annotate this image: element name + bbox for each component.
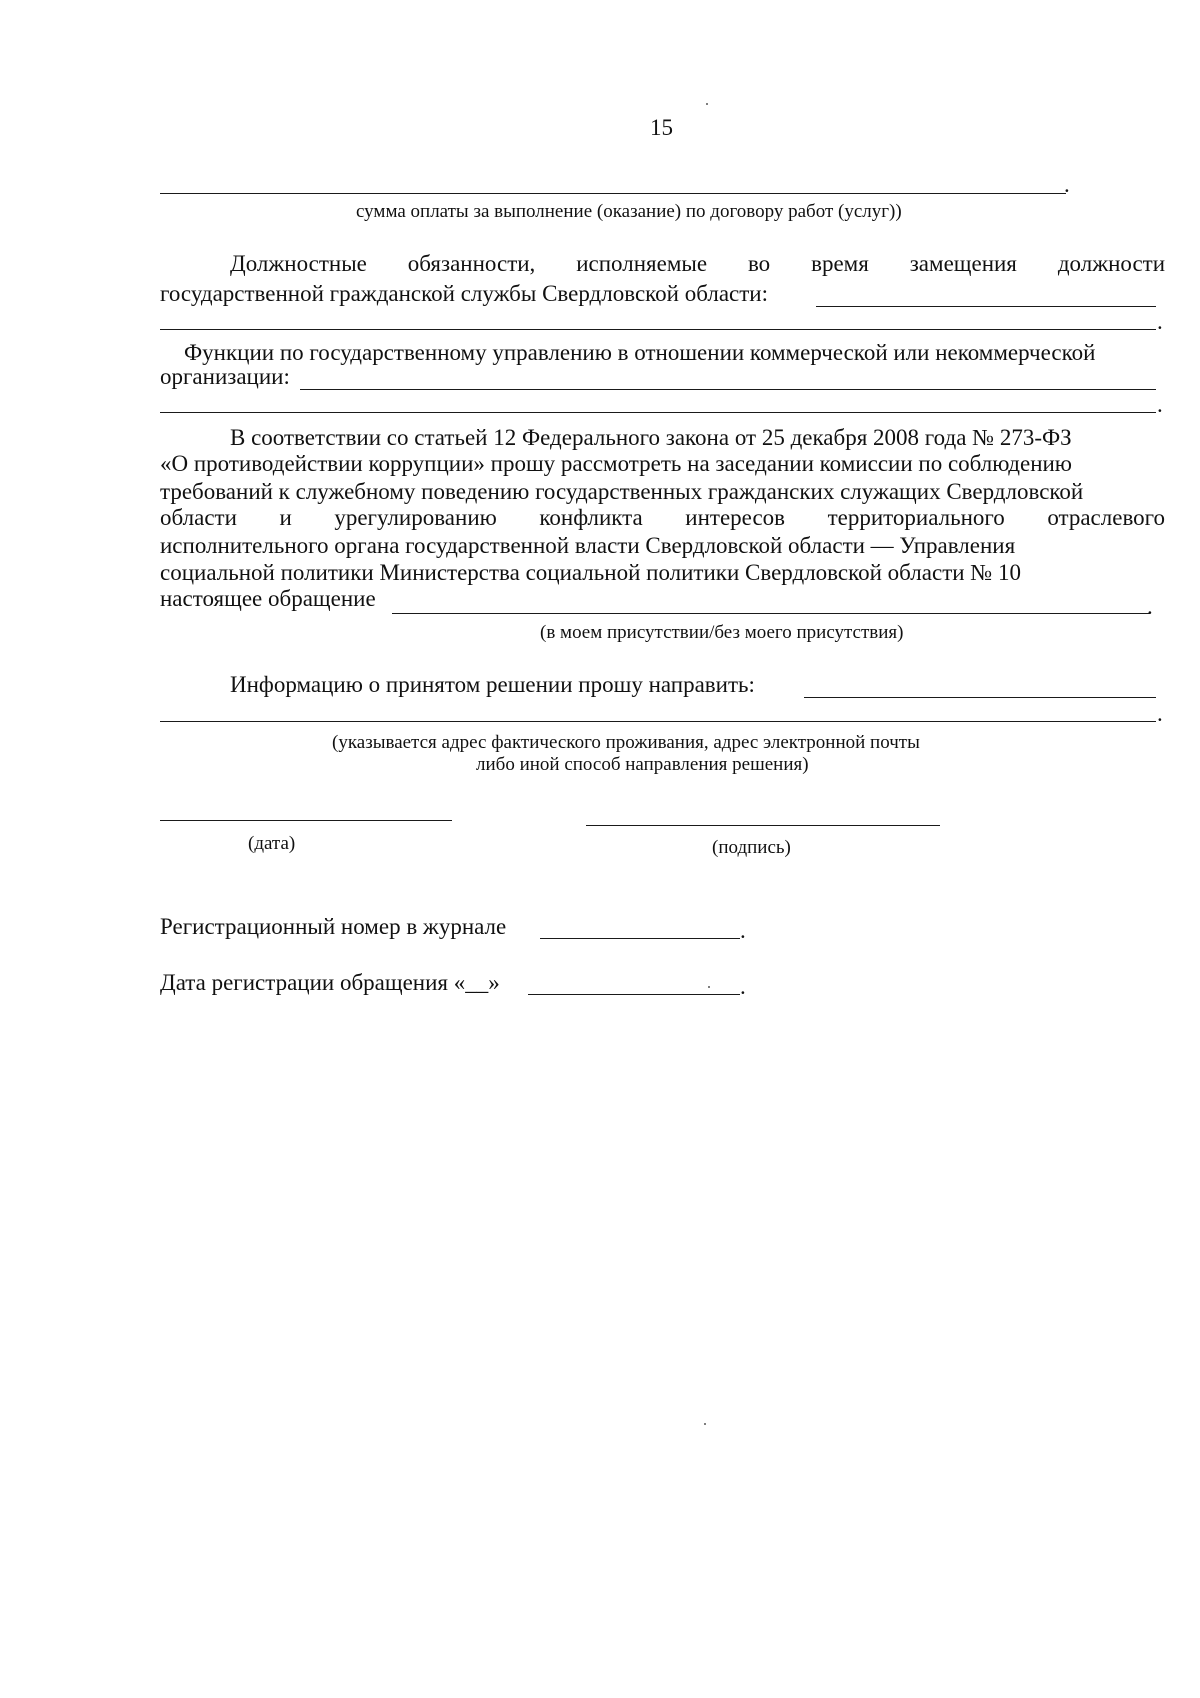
word: территориального (827, 505, 1005, 530)
registration-number-label: Регистрационный номер в журнале (160, 914, 507, 939)
end-period: . (1157, 309, 1163, 334)
registration-date-field[interactable] (528, 994, 740, 995)
functions-field-1[interactable] (300, 389, 1156, 390)
word: и (279, 505, 292, 530)
notification-line-1: Информацию о принятом решении прошу направить: (230, 672, 755, 697)
payment-amount-caption: сумма оплаты за выполнение (оказание) по договору работ (услуг)) (356, 201, 902, 222)
page-number: 15 (650, 115, 673, 140)
word: замещения (909, 251, 1017, 276)
date-caption: (дата) (248, 833, 296, 854)
scan-speck (708, 986, 710, 988)
notification-caption-1: (указывается адрес фактического проживания, адрес электронной почты (332, 732, 920, 753)
duties-field-1[interactable] (816, 306, 1156, 307)
word: урегулированию (334, 505, 497, 530)
end-period: . (1157, 392, 1163, 417)
notification-field-2[interactable] (160, 721, 1156, 722)
payment-amount-field[interactable] (160, 193, 1066, 194)
scan-speck (704, 1423, 706, 1425)
request-line-6: социальной политики Министерства социальной политики Свердловской области № 10 (160, 560, 1022, 585)
request-line-3: требований к служебному поведению государственных гражданских служащих Свердловской (160, 479, 1084, 504)
end-period: . (740, 974, 746, 999)
presence-field[interactable] (392, 613, 1150, 614)
word: время (811, 251, 869, 276)
signature-field[interactable] (586, 825, 940, 826)
word: области (160, 505, 237, 530)
word: должности (1057, 251, 1166, 276)
word: во (747, 251, 771, 276)
request-line-2: «О противодействии коррупции» прошу рассмотреть на заседании комиссии по соблюдению (160, 451, 1072, 476)
word: отраслевого (1047, 505, 1166, 530)
notification-field-1[interactable] (804, 697, 1156, 698)
registration-date-label: Дата регистрации обращения «__» (160, 970, 500, 995)
request-line-7: настоящее обращение (160, 586, 376, 611)
request-line-5: исполнительного органа государственной власти Свердловской области — Управления (160, 533, 1016, 558)
end-period: . (740, 918, 746, 943)
functions-field-2[interactable] (160, 412, 1156, 413)
duties-line-2: государственной гражданской службы Свердловской области: (160, 281, 768, 306)
functions-line-2: организации: (160, 364, 290, 389)
duties-line-1 (230, 251, 1165, 277)
functions-line-1: Функции по государственному управлению в отношении коммерческой или некоммерческой (184, 340, 1096, 365)
word: обязанности, (407, 251, 536, 276)
end-period: . (1157, 701, 1163, 726)
notification-caption-2: либо иной способ направления решения) (476, 754, 809, 775)
word: конфликта (539, 505, 643, 530)
scan-speck (706, 103, 708, 105)
signature-caption: (подпись) (712, 837, 791, 858)
registration-number-field[interactable] (540, 938, 740, 939)
duties-field-2[interactable] (160, 329, 1156, 330)
request-line-4 (160, 505, 1165, 531)
date-field[interactable] (160, 820, 452, 821)
end-period: . (1147, 594, 1153, 619)
presence-caption: (в моем присутствии/без моего присутствия) (540, 622, 904, 643)
request-line-1: В соответствии со статьей 12 Федерального закона от 25 декабря 2008 года № 273-ФЗ (230, 425, 1072, 450)
word: интересов (685, 505, 786, 530)
word: Должностные (230, 251, 367, 276)
end-period: . (1064, 172, 1070, 197)
word: исполняемые (576, 251, 708, 276)
